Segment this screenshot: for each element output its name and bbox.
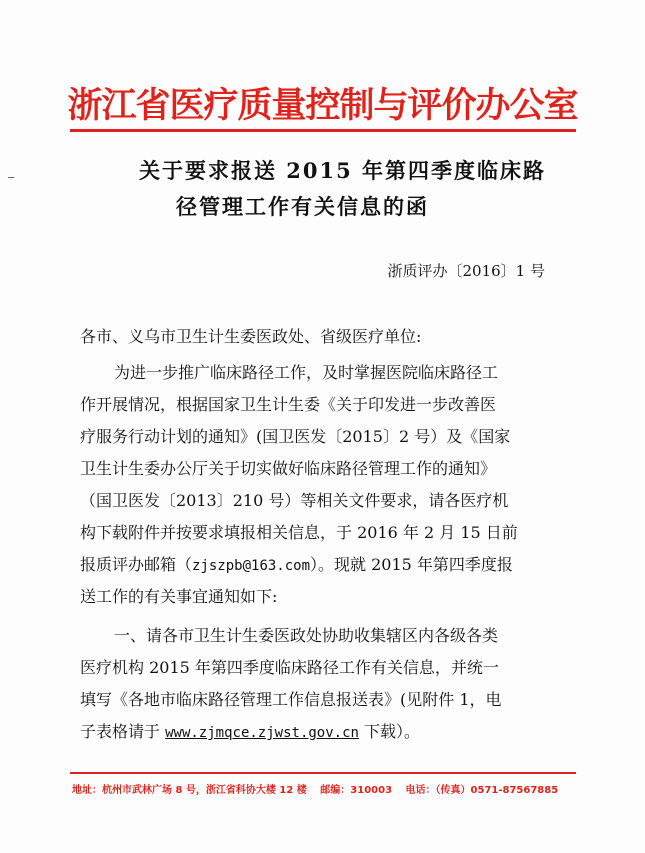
footer	[72, 781, 572, 796]
footer-postcode: 邮编：310003	[320, 785, 393, 796]
paragraph-line: 卫生计生委办公厅关于切实做好临床路径管理工作的通知》	[80, 459, 497, 478]
document-title-line-2: 径管理工作有关信息的函	[176, 194, 429, 219]
scan-speck	[8, 177, 14, 178]
download-url-link[interactable]: www.zjmqce.zjwst.gov.cn	[165, 725, 359, 741]
paragraph-line	[80, 716, 568, 748]
paragraph-line: 疗服务行动计划的通知》(国卫医发〔2015〕2 号）及《国家	[80, 427, 511, 446]
paragraph-line: 为进一步推广临床路径工作，及时掌握医院临床路径工	[114, 363, 499, 382]
paragraph-line: 填写《各地市临床路径管理工作信息报送表》(见附件 1，电	[80, 690, 502, 709]
paragraph-line: 医疗机构 2015 年第四季度临床路径工作有关信息，并统一	[80, 658, 499, 677]
letterhead-organization: 浙江省医疗质量控制与评价办公室	[67, 85, 578, 126]
email-suffix: ）。现就 2015 年第四季度报	[310, 555, 513, 574]
document-title-line-1: 关于要求报送 2015 年第四季度临床路	[138, 158, 547, 183]
salutation: 各市、义乌市卫生计生委医政处、省级医疗单位:	[80, 327, 422, 346]
paragraph-line: 一、请各市卫生计生委医政处协助收集辖区内各级各类	[114, 626, 499, 645]
email-address-link[interactable]: zjszpb@163.com	[192, 558, 311, 574]
url-suffix: 下载）。	[358, 722, 421, 741]
footer-address: 地址：杭州市武林广场 8 号，浙江省科协大楼 12 楼	[72, 785, 307, 796]
letterhead-red-rule	[70, 129, 576, 132]
paragraph-1	[80, 357, 568, 613]
url-prefix: 子表格请于	[80, 722, 166, 741]
paragraph-line: 构下载附件并按要求填报相关信息，于 2016 年 2 月 15 日前	[80, 523, 518, 542]
paragraph-line: 送工作的有关事宜通知如下:	[80, 587, 278, 606]
document-number: 浙质评办〔2016〕1 号	[387, 262, 545, 280]
paragraph-line	[80, 549, 568, 581]
footer-phone: 电话：（传真）0571-87567885	[405, 785, 559, 796]
footer-red-rule	[70, 772, 576, 774]
paragraph-line: 作开展情况，根据国家卫生计生委《关于印发进一步改善医	[80, 395, 497, 414]
paragraph-line: （国卫医发〔2013〕210 号）等相关文件要求，请各医疗机	[80, 491, 509, 510]
paragraph-2	[80, 620, 568, 748]
email-prefix: 报质评办邮箱（	[80, 555, 193, 574]
